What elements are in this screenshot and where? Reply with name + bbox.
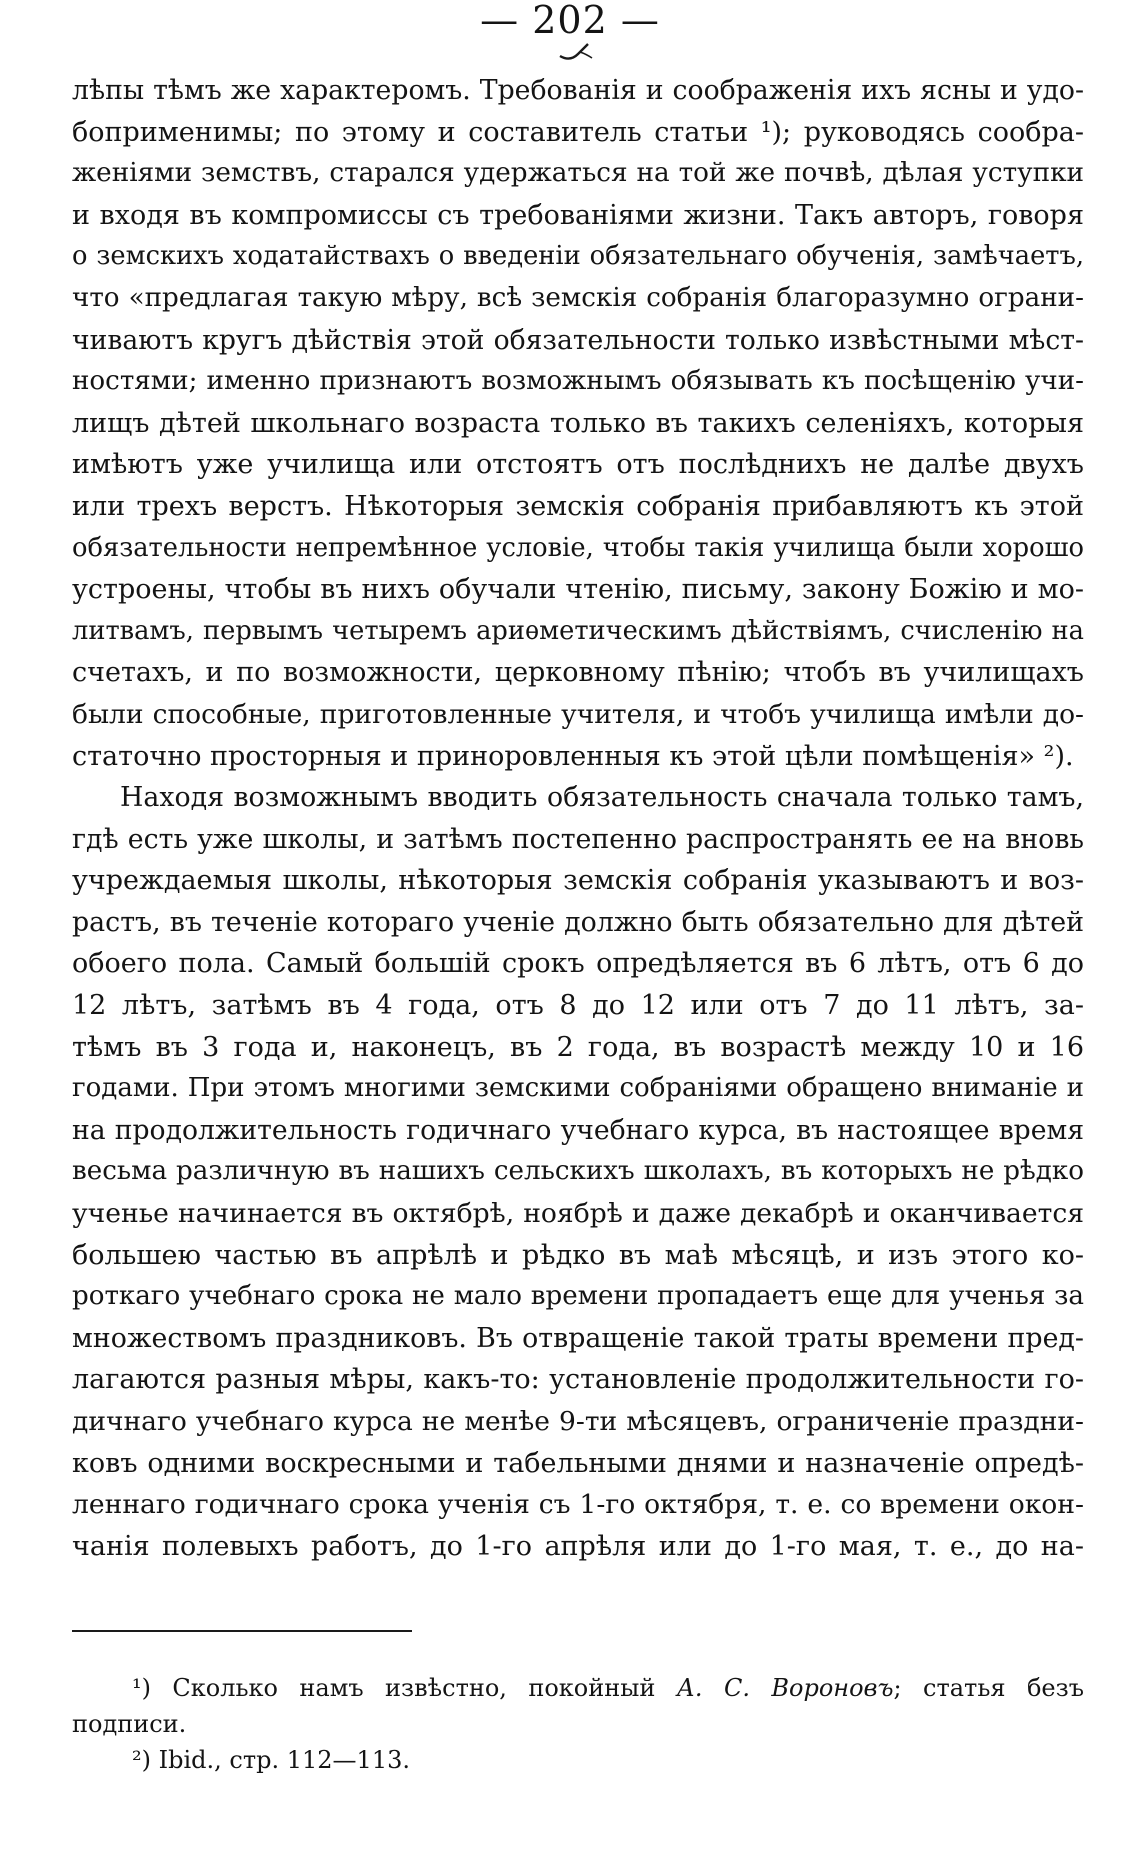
text-line: имѣютъ уже училища или отстоятъ отъ послѣднихъ не далѣе двухъ — [72, 449, 1084, 481]
ornament-flourish-icon — [558, 40, 598, 62]
text-line: дичнаго учебнаго курса не менѣе 9-ти мѣсяцевъ, ограниченіе праздни- — [72, 1406, 1084, 1437]
text-line: большею частью въ апрѣлѣ и рѣдко въ маѣ мѣсяцѣ, и изъ этого ко- — [72, 1239, 1084, 1271]
text-line: обязательности непремѣнное условіе, чтобы такія училища были хорошо — [72, 532, 1084, 563]
text-line: лищъ дѣтей школьнаго возраста только въ такихъ селеніяхъ, которыя — [72, 407, 1084, 439]
footnote-2-marker: ²) — [132, 1746, 151, 1774]
footnotes — [72, 1670, 1084, 1778]
text-line: чанія полевыхъ работъ, до 1-го апрѣля или до 1-го мая, т. е., до на- — [72, 1530, 1084, 1562]
footnote-1-continuation: подписи. — [72, 1710, 187, 1738]
text-line: чиваютъ кругъ дѣйствія этой обязательности только извѣстными мѣст- — [72, 324, 1084, 356]
text-line: женіями земствъ, старался удержаться на той же почвѣ, дѣлая уступки — [72, 158, 1084, 189]
text-line: 12 лѣтъ, затѣмъ въ 4 года, отъ 8 до 12 или отъ 7 до 11 лѣтъ, за- — [72, 990, 1084, 1022]
text-line: роткаго учебнаго срока не мало времени пропадаетъ еще для ученья за — [72, 1281, 1084, 1312]
text-line: лагаются разныя мѣры, какъ-то: установленіе продолжительности го- — [72, 1364, 1084, 1396]
footnote-1-text: Сколько намъ извѣстно, покойный — [172, 1674, 656, 1702]
footnote-1 — [72, 1670, 1084, 1706]
footnote-1-text-end: ; статья безъ — [893, 1674, 1084, 1702]
footnote-1-author: А. С. Вороновъ — [676, 1674, 894, 1702]
text-line: учреждаемыя школы, нѣкоторыя земскія собранія указываютъ и воз- — [72, 865, 1084, 897]
text-line: статочно просторныя и приноровленныя къ этой цѣли помѣщенія» ²). — [72, 740, 1074, 772]
text-line: годами. При этомъ многими земскими собраніями обращено вниманіе и — [72, 1073, 1084, 1104]
text-line: ностями; именно признаютъ возможнымъ обязывать къ посѣщенію учи- — [72, 366, 1084, 397]
paragraph-start-line: Находя возможнымъ вводить обязательность сначала только тамъ, — [120, 782, 1084, 814]
text-line: ковъ одними воскресными и табельными днями и назначеніе опредѣ- — [72, 1447, 1084, 1479]
footnote-divider — [72, 1630, 412, 1632]
text-line: устроены, чтобы въ нихъ обучали чтенію, письму, закону Божію и мо- — [72, 574, 1084, 606]
text-line: или трехъ верстъ. Нѣкоторыя земскія собранія прибавляютъ къ этой — [72, 490, 1084, 522]
text-line: множествомъ праздниковъ. Въ отвращеніе такой траты времени пред- — [72, 1322, 1084, 1354]
text-line: растъ, въ теченіе котораго ученіе должно быть обязательно для дѣтей — [72, 906, 1084, 938]
text-line: боприменимы; по этому и составитель статьи ¹); руководясь сообра- — [72, 116, 1084, 148]
text-line: счетахъ, и по возможности, церковному пѣнію; чтобъ въ училищахъ — [72, 657, 1084, 689]
text-line: и входя въ компромиссы съ требованіями жизни. Такъ авторъ, говоря — [72, 199, 1084, 231]
footnote-2 — [72, 1742, 1084, 1778]
main-text — [72, 70, 1084, 1567]
text-line: литвамъ, первымъ четыремъ ариѳметическимъ дѣйствіямъ, счисленію на — [72, 615, 1084, 646]
text-line: на продолжительность годичнаго учебнаго курса, въ настоящее время — [72, 1114, 1084, 1146]
text-line: весьма различную въ нашихъ сельскихъ школахъ, въ которыхъ не рѣдко — [72, 1156, 1084, 1187]
text-line: обоего пола. Самый большій срокъ опредѣляется въ 6 лѣтъ, отъ 6 до — [72, 948, 1084, 980]
text-line: были способные, приготовленные учителя, и чтобъ училища имѣли до- — [72, 698, 1084, 730]
text-line: гдѣ есть уже школы, и затѣмъ постепенно распространять ее на вновь — [72, 823, 1084, 855]
footnote-1-marker: ¹) — [132, 1674, 151, 1702]
text-line: что «предлагая такую мѣру, всѣ земскія собранія благоразумно ограни- — [72, 282, 1084, 313]
footnote-2-text: Ibid., стр. 112—113. — [158, 1746, 410, 1774]
text-line: тѣмъ въ 3 года и, наконецъ, въ 2 года, въ возрастѣ между 10 и 16 — [72, 1031, 1084, 1063]
text-line: леннаго годичнаго срока ученія съ 1-го октября, т. е. со времени окон- — [72, 1489, 1084, 1521]
text-line: ученье начинается въ октябрѣ, ноябрѣ и даже декабрѣ и оканчивается — [72, 1198, 1084, 1230]
text-line: лѣпы тѣмъ же характеромъ. Требованія и соображенія ихъ ясны и удо- — [72, 75, 1084, 106]
text-line: о земскихъ ходатайствахъ о введеніи обязательнаго обученія, замѣчаетъ, — [72, 241, 1084, 272]
page-number: — 202 — — [480, 0, 660, 42]
